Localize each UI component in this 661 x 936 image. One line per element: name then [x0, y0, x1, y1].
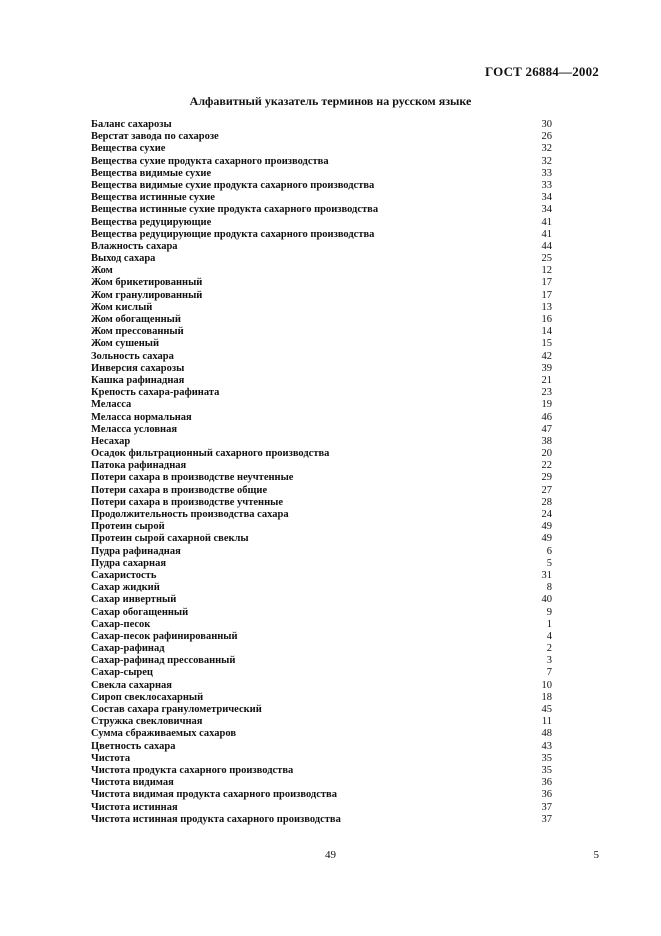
index-entry — [91, 143, 552, 155]
index-term: Жом кислый — [91, 301, 153, 313]
index-page-ref: 16 — [541, 314, 552, 325]
index-page-ref: 42 — [541, 350, 552, 362]
index-page-ref: 39 — [541, 362, 552, 374]
index-page-ref: 38 — [541, 435, 552, 447]
index-term: Сахар-рафинад — [91, 643, 165, 655]
index-entry — [91, 424, 552, 436]
index-term: Сахар-песок — [91, 618, 151, 630]
index-entry — [91, 680, 552, 692]
index-entry — [91, 753, 552, 765]
index-page-ref: 12 — [541, 265, 552, 277]
index-page-ref: 29 — [541, 472, 552, 484]
index-page-ref: 30 — [541, 119, 552, 130]
index-page-ref: 25 — [541, 253, 552, 265]
index-entry — [91, 338, 552, 350]
index-entry — [91, 631, 552, 643]
index-entry — [91, 156, 552, 168]
index-page-ref: 8 — [546, 582, 552, 594]
index-term: Вещества сухие — [91, 143, 166, 155]
index-entry — [91, 290, 552, 302]
index-entry — [91, 168, 552, 180]
index-term: Кашка рафинадная — [91, 374, 185, 386]
index-entry — [91, 533, 552, 545]
index-entry — [91, 802, 552, 814]
index-term: Сумма сбраживаемых сахаров — [91, 728, 237, 740]
index-page-ref: 37 — [541, 813, 552, 825]
index-term: Меласса условная — [91, 423, 178, 435]
index-term: Сахаристость — [91, 569, 157, 581]
index-page-ref: 36 — [541, 789, 552, 801]
index-page-ref: 40 — [541, 594, 552, 606]
index-page-ref: 32 — [541, 143, 552, 155]
index-entry — [91, 204, 552, 216]
index-entry — [91, 192, 552, 204]
index-term: Свекла сахарная — [91, 679, 172, 691]
index-term: Несахар — [91, 435, 131, 447]
index-page-ref: 5 — [546, 557, 552, 569]
index-term: Баланс сахарозы — [91, 119, 172, 130]
index-page-ref: 2 — [546, 643, 552, 655]
index-page-ref: 41 — [541, 216, 552, 228]
index-page-ref: 47 — [541, 423, 552, 435]
index-entry — [91, 302, 552, 314]
index-term: Вещества редуцирующие продукта сахарного производства — [91, 228, 375, 240]
index-page-ref: 48 — [541, 728, 552, 740]
index-term: Жом обогащенный — [91, 314, 181, 325]
index-entry — [91, 521, 552, 533]
index-entry — [91, 789, 552, 801]
index-entry — [91, 436, 552, 448]
index-page-ref: 14 — [541, 326, 552, 338]
index-term: Состав сахара гранулометрический — [91, 704, 262, 715]
index-page-ref: 28 — [541, 496, 552, 508]
index-term: Жом сушеный — [91, 338, 160, 350]
index-term: Жом гранулированный — [91, 289, 203, 301]
index-entry — [91, 509, 552, 521]
index-term: Выход сахара — [91, 253, 156, 265]
index-entry — [91, 253, 552, 265]
index-term: Меласса — [91, 399, 132, 411]
index-page-ref: 18 — [541, 691, 552, 703]
index-entry — [91, 558, 552, 570]
index-entry — [91, 460, 552, 472]
index-entry — [91, 448, 552, 460]
index-page-ref: 7 — [546, 667, 552, 679]
index-entry — [91, 180, 552, 192]
index-page-ref: 34 — [541, 192, 552, 204]
index-term: Протеин сырой — [91, 521, 165, 533]
index-page-ref: 33 — [541, 179, 552, 191]
index-page-ref: 34 — [541, 204, 552, 216]
index-page-ref: 45 — [541, 704, 552, 715]
index-term: Стружка свекловичная — [91, 716, 203, 728]
index-page-ref: 24 — [541, 509, 552, 520]
index-page-ref: 22 — [541, 460, 552, 472]
index-page-ref: 4 — [546, 630, 552, 642]
index-page-ref: 20 — [541, 448, 552, 460]
index-entry — [91, 570, 552, 582]
index-term: Меласса нормальная — [91, 411, 192, 423]
index-term: Сахар-песок рафинированный — [91, 630, 238, 642]
index-page-ref: 35 — [541, 764, 552, 776]
index-entry — [91, 326, 552, 338]
index-page-ref: 1 — [546, 618, 552, 630]
index-page-ref: 6 — [546, 545, 552, 557]
index-entry — [91, 497, 552, 509]
index-entry — [91, 363, 552, 375]
index-page-ref: 49 — [541, 533, 552, 545]
index-page-ref: 17 — [541, 289, 552, 301]
index-term: Вещества редуцирующие — [91, 216, 212, 228]
index-entry — [91, 375, 552, 387]
index-term: Влажность сахара — [91, 240, 178, 252]
index-term: Потери сахара в производстве общие — [91, 484, 268, 496]
index-page-ref: 41 — [541, 228, 552, 240]
index-term: Пудра рафинадная — [91, 545, 181, 557]
standard-code: ГОСТ 26884—2002 — [484, 64, 599, 79]
index-page-ref: 26 — [541, 131, 552, 143]
index-entry — [91, 594, 552, 606]
index-entry — [91, 607, 552, 619]
page-title: Алфавитный указатель терминов на русском языке — [189, 94, 472, 108]
index-entry — [91, 119, 552, 131]
index-term: Пудра сахарная — [91, 557, 167, 569]
index-term: Вещества видимые сухие продукта сахарного производства — [91, 179, 375, 191]
index-term: Жом брикетированный — [91, 277, 203, 289]
index-entry — [91, 229, 552, 241]
index-entry — [91, 667, 552, 679]
index-entry — [91, 741, 552, 753]
index-entry — [91, 546, 552, 558]
index-entry — [91, 412, 552, 424]
index-page-ref: 21 — [541, 374, 552, 386]
index-term: Цветность сахара — [91, 740, 176, 752]
index-term: Крепость сахара-рафината — [91, 387, 220, 399]
index-term: Чистота истинная — [91, 801, 178, 813]
index-term: Чистота продукта сахарного производства — [91, 764, 294, 776]
index-entry — [91, 277, 552, 289]
index-term: Сироп свеклосахарный — [91, 691, 204, 703]
index-term: Протеин сырой сахарной свеклы — [91, 533, 249, 545]
index-page-ref: 46 — [541, 411, 552, 423]
index-term: Сахар жидкий — [91, 582, 160, 594]
index-page-ref: 31 — [541, 569, 552, 581]
index-term: Патока рафинадная — [91, 460, 187, 472]
index-term: Сахар-рафинад прессованный — [91, 655, 236, 667]
index-entry — [91, 619, 552, 631]
index-page-ref: 33 — [541, 167, 552, 179]
index-entry — [91, 704, 552, 716]
index-entry — [91, 765, 552, 777]
index-page-ref: 10 — [541, 679, 552, 691]
index-entry — [91, 814, 552, 826]
index-page-ref: 36 — [541, 777, 552, 789]
index-term: Сахар инвертный — [91, 594, 177, 606]
index-page-ref: 23 — [541, 387, 552, 399]
index-term: Осадок фильтрационный сахарного производства — [91, 448, 330, 460]
index-term: Продолжительность производства сахара — [91, 509, 289, 520]
index-term: Потери сахара в производстве неучтенные — [91, 472, 294, 484]
index-term: Жом прессованный — [91, 326, 184, 338]
index-page-ref: 37 — [541, 801, 552, 813]
index-page-ref: 43 — [541, 740, 552, 752]
index-page-ref: 13 — [541, 301, 552, 313]
index-term: Инверсия сахарозы — [91, 362, 185, 374]
index-page-ref: 19 — [541, 399, 552, 411]
index-entry — [91, 314, 552, 326]
index-page-ref: 32 — [541, 155, 552, 167]
index-page-ref: 15 — [541, 338, 552, 350]
index-term: Потери сахара в производстве учтенные — [91, 496, 284, 508]
index-entry — [91, 643, 552, 655]
index-entry — [91, 265, 552, 277]
index-term: Сахар обогащенный — [91, 606, 189, 618]
index-term: Зольность сахара — [91, 350, 174, 362]
index-entry — [91, 387, 552, 399]
index-entry — [91, 472, 552, 484]
index-entry — [91, 131, 552, 143]
footer-page-number: 49 — [325, 849, 336, 861]
index-term: Чистота — [91, 752, 131, 764]
index-term: Вещества видимые сухие — [91, 167, 212, 179]
index-entry — [91, 217, 552, 229]
index-term: Чистота видимая — [91, 777, 174, 789]
index-page-ref: 35 — [541, 752, 552, 764]
index-entry — [91, 728, 552, 740]
index-page-ref: 3 — [546, 655, 552, 667]
index-entry — [91, 777, 552, 789]
index-term: Вещества сухие продукта сахарного производства — [91, 155, 329, 167]
index-page-ref: 11 — [541, 716, 552, 728]
index-term: Жом — [91, 265, 113, 277]
index-entry — [91, 399, 552, 411]
term-index-list — [91, 119, 552, 826]
index-page-ref: 44 — [541, 240, 552, 252]
index-page-ref: 49 — [541, 521, 552, 533]
index-entry — [91, 351, 552, 363]
index-page-ref: 27 — [541, 484, 552, 496]
index-page-ref: 17 — [541, 277, 552, 289]
index-term: Чистота видимая продукта сахарного производства — [91, 789, 337, 801]
index-term: Вещества истинные сухие — [91, 192, 215, 204]
index-entry — [91, 485, 552, 497]
footer-sheet-number: 5 — [593, 849, 599, 861]
index-entry — [91, 692, 552, 704]
index-entry — [91, 716, 552, 728]
index-term: Сахар-сырец — [91, 667, 153, 679]
index-entry — [91, 655, 552, 667]
index-term: Вещества истинные сухие продукта сахарного производства — [91, 204, 379, 216]
index-entry — [91, 582, 552, 594]
index-page-ref: 9 — [546, 606, 552, 618]
index-entry — [91, 241, 552, 253]
index-term: Чистота истинная продукта сахарного производства — [91, 813, 341, 825]
index-term: Верстат завода по сахарозе — [91, 131, 219, 143]
